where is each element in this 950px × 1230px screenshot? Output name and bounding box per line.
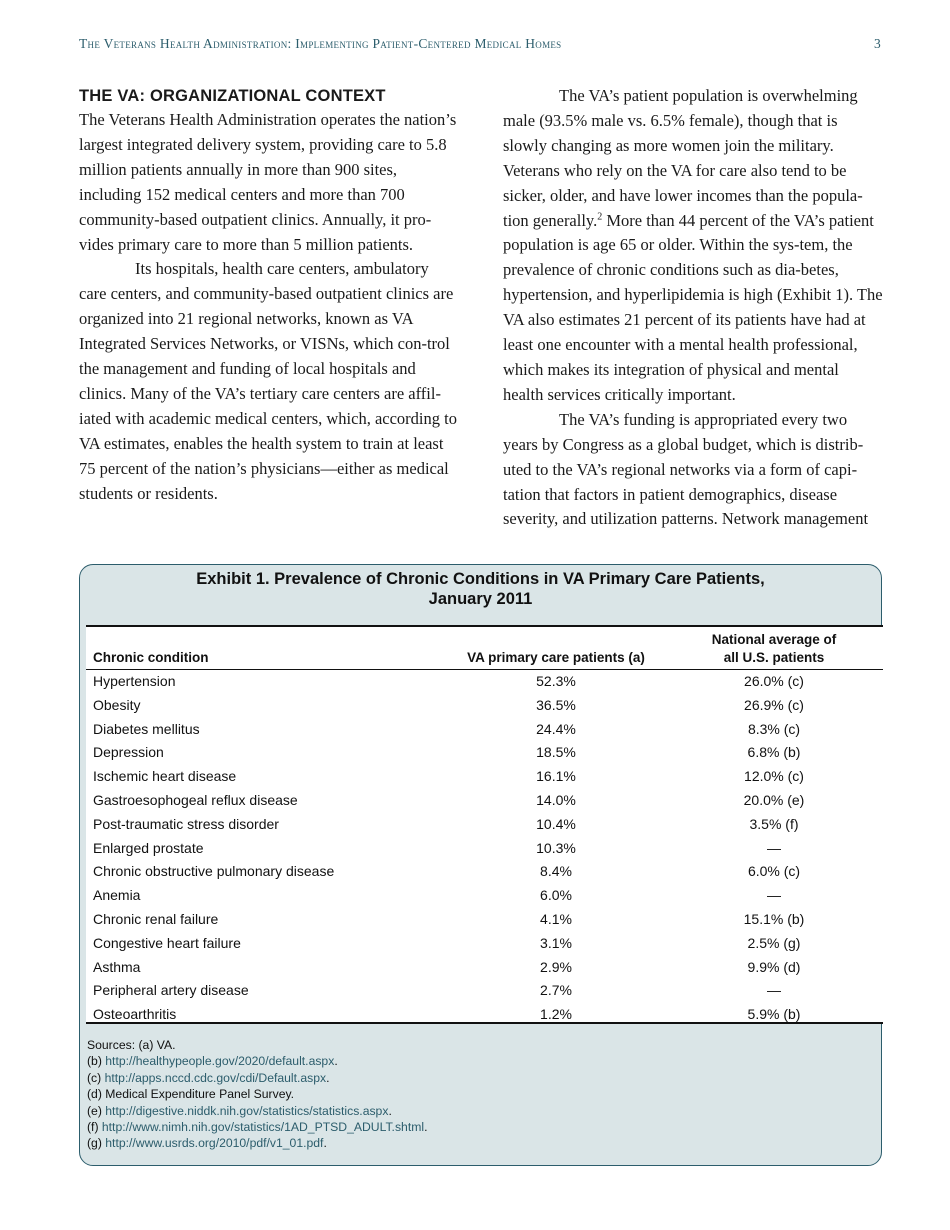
source-line bbox=[87, 1053, 427, 1069]
source-label: (g) bbox=[87, 1136, 106, 1151]
source-label: (c) bbox=[87, 1070, 105, 1085]
table-header bbox=[86, 627, 883, 670]
cell-condition: Anemia bbox=[93, 887, 141, 904]
cell-national-value: 20.0% (e) bbox=[743, 791, 805, 808]
column-header-national bbox=[686, 631, 862, 667]
cell-condition: Chronic obstructive pulmonary disease bbox=[93, 863, 335, 880]
cell-va-value: 6.0% bbox=[540, 887, 572, 904]
exhibit-title bbox=[80, 569, 881, 609]
table-row bbox=[86, 932, 883, 956]
table-row bbox=[86, 694, 883, 718]
cell-national-value: 12.0% (c) bbox=[744, 768, 804, 785]
cell-condition: Diabetes mellitus bbox=[93, 720, 200, 737]
cell-va-value: 24.4% bbox=[536, 720, 576, 737]
table-row bbox=[86, 956, 883, 980]
column-header-va: VA primary care patients (a) bbox=[467, 650, 645, 665]
source-line bbox=[87, 1070, 427, 1086]
exhibit-title-line: January 2011 bbox=[428, 590, 533, 608]
sources-list bbox=[87, 1037, 427, 1152]
source-suffix: . bbox=[388, 1103, 392, 1118]
cell-va-value: 14.0% bbox=[536, 791, 576, 808]
cell-va-value: 52.3% bbox=[536, 673, 576, 689]
source-line bbox=[87, 1103, 427, 1119]
cell-va-value: 4.1% bbox=[540, 910, 572, 927]
cell-va-value: 3.1% bbox=[540, 934, 572, 951]
cell-va-value: 16.1% bbox=[536, 768, 576, 785]
cell-condition: Gastroesophogeal reflux disease bbox=[93, 791, 298, 808]
source-line bbox=[87, 1135, 427, 1151]
cell-national-value: 26.9% (c) bbox=[744, 696, 804, 713]
source-suffix: . bbox=[334, 1054, 338, 1069]
table-row bbox=[86, 741, 883, 765]
cell-condition: Peripheral artery disease bbox=[93, 982, 249, 999]
paragraph: The Veterans Health Administration operates the nation’s largest integrated delivery system, providing care to 5.8 million patients annually in more than 900 sites, including 152 medical centers and more than 700 community-based outpatient clinics. Annually, it pro-vides primary care to more than 5 million patients. bbox=[79, 110, 457, 254]
paragraph bbox=[503, 84, 883, 408]
cell-national-value: 3.5% (f) bbox=[749, 815, 799, 832]
source-link[interactable]: http://healthypeople.gov/2020/default.aspx bbox=[105, 1054, 335, 1069]
cell-condition: Obesity bbox=[93, 696, 141, 713]
cell-va-value: 8.4% bbox=[540, 863, 572, 880]
table-row bbox=[86, 979, 883, 1003]
table-row bbox=[86, 813, 883, 837]
cell-national-value: 15.1% (b) bbox=[743, 910, 805, 927]
source-label: (b) bbox=[87, 1054, 106, 1069]
cell-national-value: 6.8% (b) bbox=[747, 744, 801, 761]
source-link[interactable]: http://apps.nccd.cdc.gov/cdi/Default.aspx bbox=[104, 1070, 327, 1085]
source-link[interactable]: http://www.nimh.nih.gov/statistics/1AD_PTSD_ADULT.shtml bbox=[101, 1120, 425, 1135]
cell-condition: Ischemic heart disease bbox=[93, 768, 237, 785]
section-title: THE VA: ORGANIZATIONAL CONTEXT bbox=[79, 87, 386, 105]
cell-va-value: 36.5% bbox=[536, 696, 576, 713]
cell-national-value: — bbox=[767, 839, 781, 856]
running-title: The Veterans Health Administration: Implementing Patient-Centered Medical Homes bbox=[79, 36, 562, 51]
cell-va-value: 10.4% bbox=[536, 815, 576, 832]
table-row bbox=[86, 908, 883, 932]
source-line bbox=[87, 1037, 427, 1053]
cell-national-value: 2.5% (g) bbox=[747, 934, 801, 951]
cell-va-value: 1.2% bbox=[540, 1006, 572, 1023]
source-suffix: . bbox=[323, 1136, 327, 1151]
table-row bbox=[86, 860, 883, 884]
table-row bbox=[86, 765, 883, 789]
table-row bbox=[86, 718, 883, 742]
cell-condition: Asthma bbox=[93, 958, 141, 975]
cell-national-value: 9.9% (d) bbox=[747, 958, 801, 975]
running-header bbox=[79, 36, 881, 54]
source-line bbox=[87, 1086, 427, 1102]
paragraph: Its hospitals, health care centers, ambulatory care centers, and community-based outpatient clinics are organized into 21 regional networks, known as VA Integrated Services Networks, or VISNs, which con-trol the management and funding of local hospitals and clinics. Many of the VA’s tertiary care centers are affil-iated with academic medical centers, which, according to VA estimates, enables the health system to train at least 75 percent of the nation’s physicians—either as medical students or residents. bbox=[79, 259, 457, 503]
footnote-ref[interactable]: 2 bbox=[597, 211, 603, 223]
cell-national-value: 5.9% (b) bbox=[747, 1006, 801, 1023]
cell-va-value: 2.7% bbox=[540, 982, 572, 999]
cell-national-value: — bbox=[767, 887, 781, 904]
cell-va-value: 10.3% bbox=[536, 839, 576, 856]
cell-condition: Chronic renal failure bbox=[93, 910, 219, 927]
table-body bbox=[86, 670, 883, 1027]
source-link[interactable]: http://digestive.niddk.nih.gov/statistics/statistics.aspx bbox=[105, 1103, 389, 1118]
table-row bbox=[86, 1003, 883, 1027]
source-line bbox=[87, 1119, 427, 1135]
left-column bbox=[79, 84, 459, 507]
cell-national-value: — bbox=[767, 982, 781, 999]
paragraph-text: More than 44 percent of the VA’s patient population is age 65 or older. Within the sys-tem, the prevalence of chronic conditions such as dia-betes, hypertension, and hyperlipidemia is high (Exhibit 1). The VA also estimates 21 percent of its patients have had at least one encounter with a mental health professional, which makes its integration of physical and mental health services critically important. bbox=[503, 210, 883, 404]
cell-va-value: 2.9% bbox=[540, 958, 572, 975]
source-label: (d) Medical Expenditure Panel Survey. bbox=[87, 1087, 295, 1102]
cell-national-value: 8.3% (c) bbox=[747, 720, 801, 737]
cell-national-value: 6.0% (c) bbox=[747, 863, 801, 880]
source-link[interactable]: http://www.usrds.org/2010/pdf/v1_01.pdf bbox=[105, 1136, 324, 1151]
cell-condition: Congestive heart failure bbox=[93, 934, 241, 951]
column-header-line: all U.S. patients bbox=[723, 650, 825, 665]
paragraph: The VA’s funding is appropriated every two years by Congress as a global budget, which is distrib-uted to the VA’s regional networks via a form of capi-tation that factors in patient demographics, disease severity, and utilization patterns. Network management bbox=[503, 409, 869, 529]
page-number: 3 bbox=[873, 36, 881, 51]
cell-va-value: 18.5% bbox=[536, 744, 576, 761]
paragraph-text: The VA’s patient population is overwhelming male (93.5% male vs. 6.5% female), though that is slowly changing as more women join the military. Veterans who rely on the VA for care also tend to be sicker, older, and have lower incomes than the popula-tion generally. bbox=[503, 86, 863, 230]
source-label: (e) bbox=[87, 1103, 106, 1118]
table-row bbox=[86, 789, 883, 813]
source-suffix: . bbox=[424, 1120, 428, 1135]
cell-condition: Depression bbox=[93, 744, 164, 761]
cell-condition: Osteoarthritis bbox=[93, 1006, 177, 1023]
exhibit-box bbox=[79, 564, 882, 1166]
cell-condition: Hypertension bbox=[93, 673, 176, 689]
source-suffix: . bbox=[326, 1070, 330, 1085]
column-header-line: National average of bbox=[711, 632, 837, 647]
table-row bbox=[86, 837, 883, 861]
cell-condition: Post-traumatic stress disorder bbox=[93, 815, 279, 832]
column-header-condition: Chronic condition bbox=[93, 650, 209, 665]
data-table bbox=[86, 625, 883, 1024]
cell-condition: Enlarged prostate bbox=[93, 839, 204, 856]
source-label: Sources: (a) VA. bbox=[87, 1038, 176, 1052]
exhibit-title-line: Exhibit 1. Prevalence of Chronic Conditions in VA Primary Care Patients, bbox=[196, 570, 765, 588]
source-label: (f) bbox=[87, 1120, 102, 1135]
table-row bbox=[86, 884, 883, 908]
cell-national-value: 26.0% (c) bbox=[744, 673, 804, 689]
table-row bbox=[86, 670, 883, 694]
right-column bbox=[503, 84, 883, 532]
